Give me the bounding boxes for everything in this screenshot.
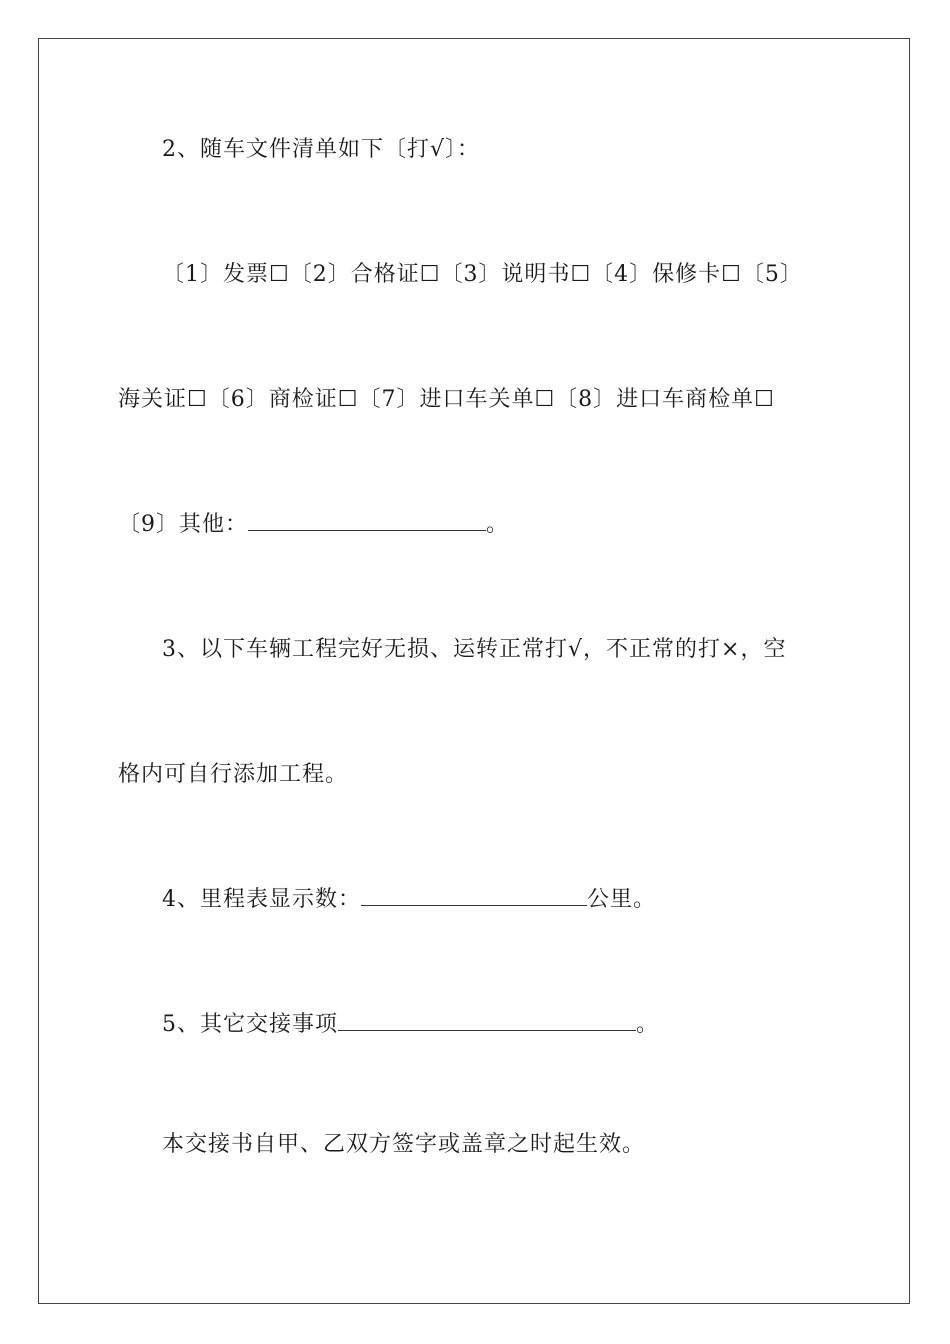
item-3-line-2: 格内可自行添加工程。 — [118, 762, 349, 787]
item-2-heading: 2、随车文件清单如下〔打√〕： — [162, 137, 481, 162]
other-blank-field[interactable] — [248, 510, 486, 531]
other-matters-end: 。 — [636, 1012, 660, 1037]
item-4-odometer-row — [162, 885, 656, 915]
page-border — [38, 38, 910, 1304]
other-label: 〔9〕其他： — [118, 512, 248, 537]
closing-statement: 本交接书自甲、乙双方签字或盖章之时起生效。 — [162, 1132, 646, 1157]
item-2-other-row — [118, 510, 509, 540]
item-3-line-1: 3、以下车辆工程完好无损、运转正常打√，不正常的打×，空 — [162, 637, 787, 662]
other-matters-blank-field[interactable] — [338, 1010, 636, 1031]
other-matters-label: 5、其它交接事项 — [162, 1012, 338, 1037]
odometer-blank-field[interactable] — [361, 885, 587, 906]
item-5-other-matters-row — [162, 1010, 659, 1040]
other-end-punctuation: 。 — [486, 512, 510, 537]
odometer-unit: 公里。 — [587, 887, 657, 912]
item-2-document-list-line-2: 海关证☐〔6〕商检证☐〔7〕进口车关单☐〔8〕进口车商检单☐ — [118, 387, 775, 412]
item-2-document-list-line-1: 〔1〕发票☐〔2〕合格证☐〔3〕说明书☐〔4〕保修卡☐〔5〕 — [162, 262, 803, 287]
odometer-label: 4、里程表显示数： — [162, 887, 361, 912]
